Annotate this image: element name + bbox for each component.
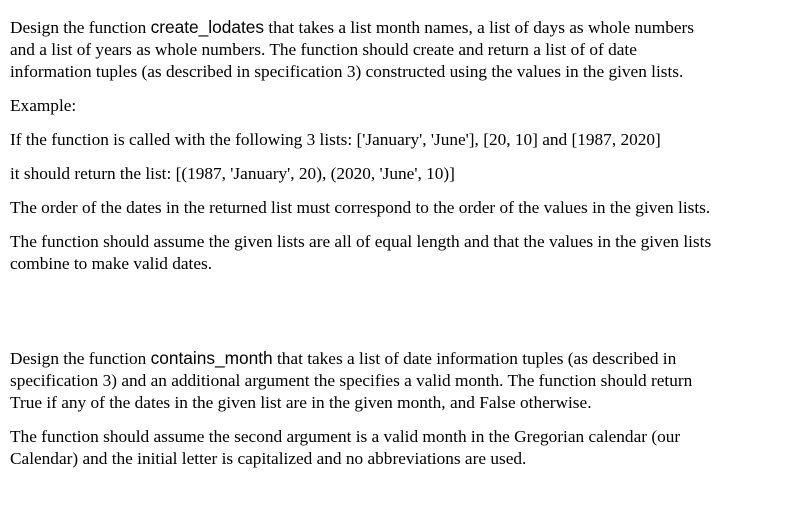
- document-body: [10, 16, 800, 482]
- contains-month-assumption: [10, 426, 800, 470]
- description-line-1: Design the function contains_month that takes a list of date information tuples (as described in: [10, 348, 677, 368]
- function-name-contains-month: contains_month: [150, 348, 273, 368]
- contains-month-description: [10, 347, 800, 414]
- assumption-line-1: The function should assume the given lists are all of equal length and that the values in the given lists: [10, 232, 712, 251]
- assumption-line-1: The function should assume the second argument is a valid month in the Gregorian calendar (our: [10, 427, 681, 446]
- example-call: If the function is called with the following 3 lists: ['January', 'June'], [20, 10] and [1987, 2020]: [10, 130, 661, 149]
- contains-month-section: [10, 347, 800, 470]
- description-line-3: True if any of the dates in the given list are in the given month, and False otherwise.: [10, 393, 592, 412]
- create-lodates-section: [10, 16, 800, 275]
- assumption-line-2: combine to make valid dates.: [10, 254, 213, 273]
- function-name-create-lodates: create_lodates: [150, 17, 264, 37]
- description-line-3: information tuples (as described in specification 3) constructed using the values in the given lists.: [10, 62, 684, 81]
- description-line-2: specification 3) and an additional argument the specifies a valid month. The function should return: [10, 371, 693, 390]
- description-line-2: and a list of years as whole numbers. The function should create and return a list of of date: [10, 40, 637, 59]
- create-lodates-description: [10, 16, 800, 83]
- example-result: it should return the list: [(1987, 'January', 20), (2020, 'June', 10)]: [10, 164, 455, 183]
- description-line-1: Design the function create_lodates that takes a list month names, a list of days as whole numbers: [10, 17, 695, 37]
- assumption-line-2: Calendar) and the initial letter is capitalized and no abbreviations are used.: [10, 449, 527, 468]
- order-note: The order of the dates in the returned list must correspond to the order of the values in the given lists.: [10, 198, 711, 217]
- create-lodates-assumption: [10, 231, 800, 275]
- example-label: Example:: [10, 96, 77, 115]
